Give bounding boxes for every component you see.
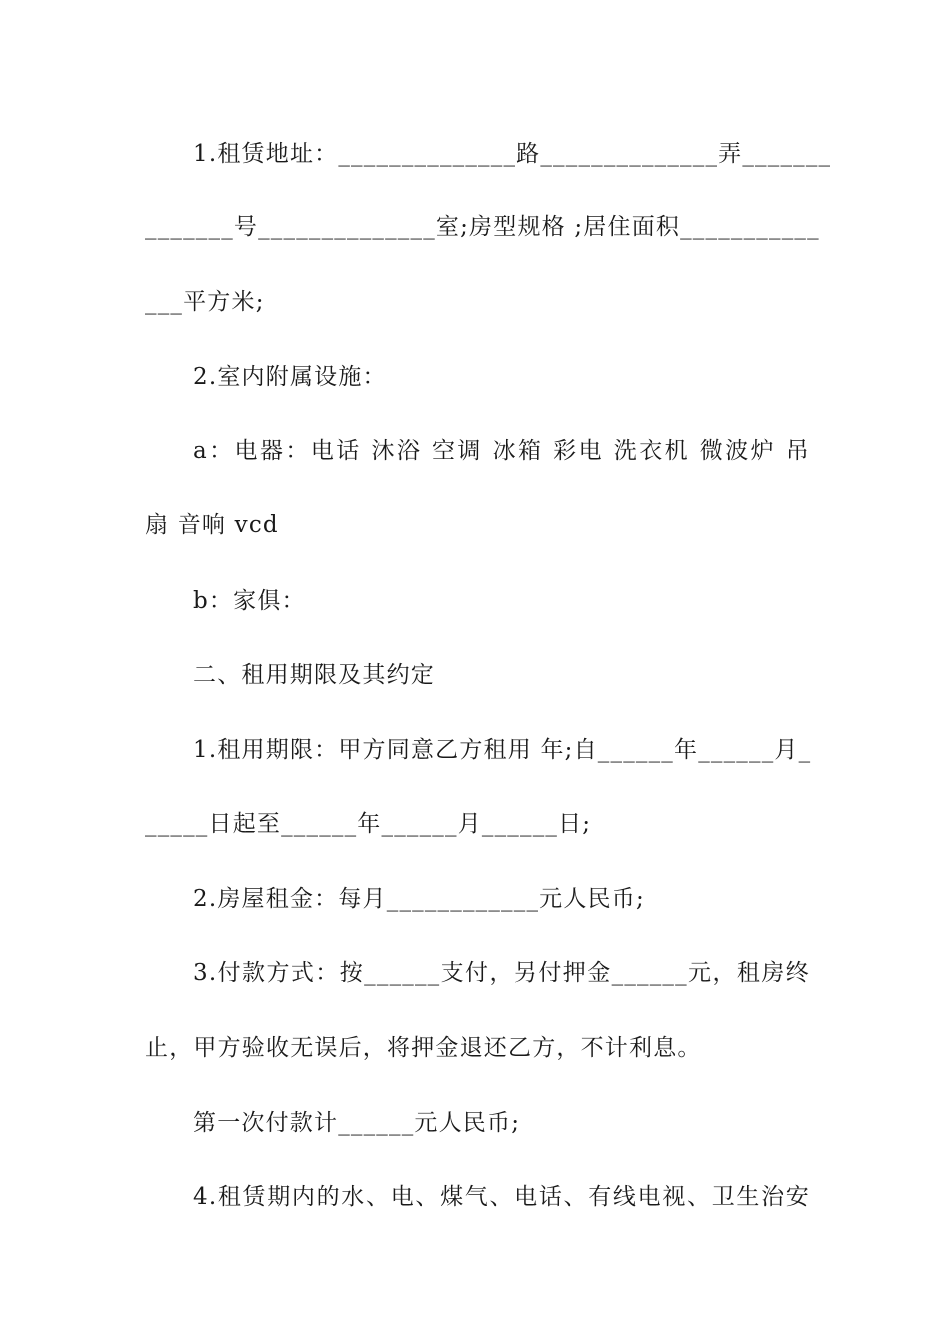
appliances-line-1: a：电器：电话 沐浴 空调 冰箱 彩电 洗衣机 微波炉 吊 xyxy=(193,438,810,464)
clause-address-line-2: _______号______________室;房型规格 ;居住面积___________ xyxy=(145,214,820,240)
payment-line-2: 止，甲方验收无误后，将押金退还乙方，不计利息。 xyxy=(145,1035,702,1061)
term-line-1: 1.租用期限：甲方同意乙方租用 年;自______年______月_ xyxy=(193,737,812,763)
clause-address-line-3: ___平方米; xyxy=(145,289,265,315)
clause-address-line-1: 1.租赁地址：______________路______________弄_______ xyxy=(193,141,832,167)
first-payment-line: 第一次付款计______元人民币; xyxy=(193,1110,521,1136)
rent-line: 2.房屋租金：每月____________元人民币; xyxy=(193,886,645,912)
term-line-2: _____日起至______年______月______日; xyxy=(145,811,592,837)
utilities-line: 4.租赁期内的水、电、煤气、电话、有线电视、卫生治安 xyxy=(193,1184,810,1210)
appliances-line-2: 扇 音响 vcd xyxy=(145,512,279,538)
section-heading-term: 二、租用期限及其约定 xyxy=(193,662,435,688)
payment-line-1: 3.付款方式：按______支付，另付押金______元，租房终 xyxy=(193,960,810,986)
facilities-heading: 2.室内附属设施： xyxy=(193,364,387,390)
furniture-line: b：家俱： xyxy=(193,588,306,614)
